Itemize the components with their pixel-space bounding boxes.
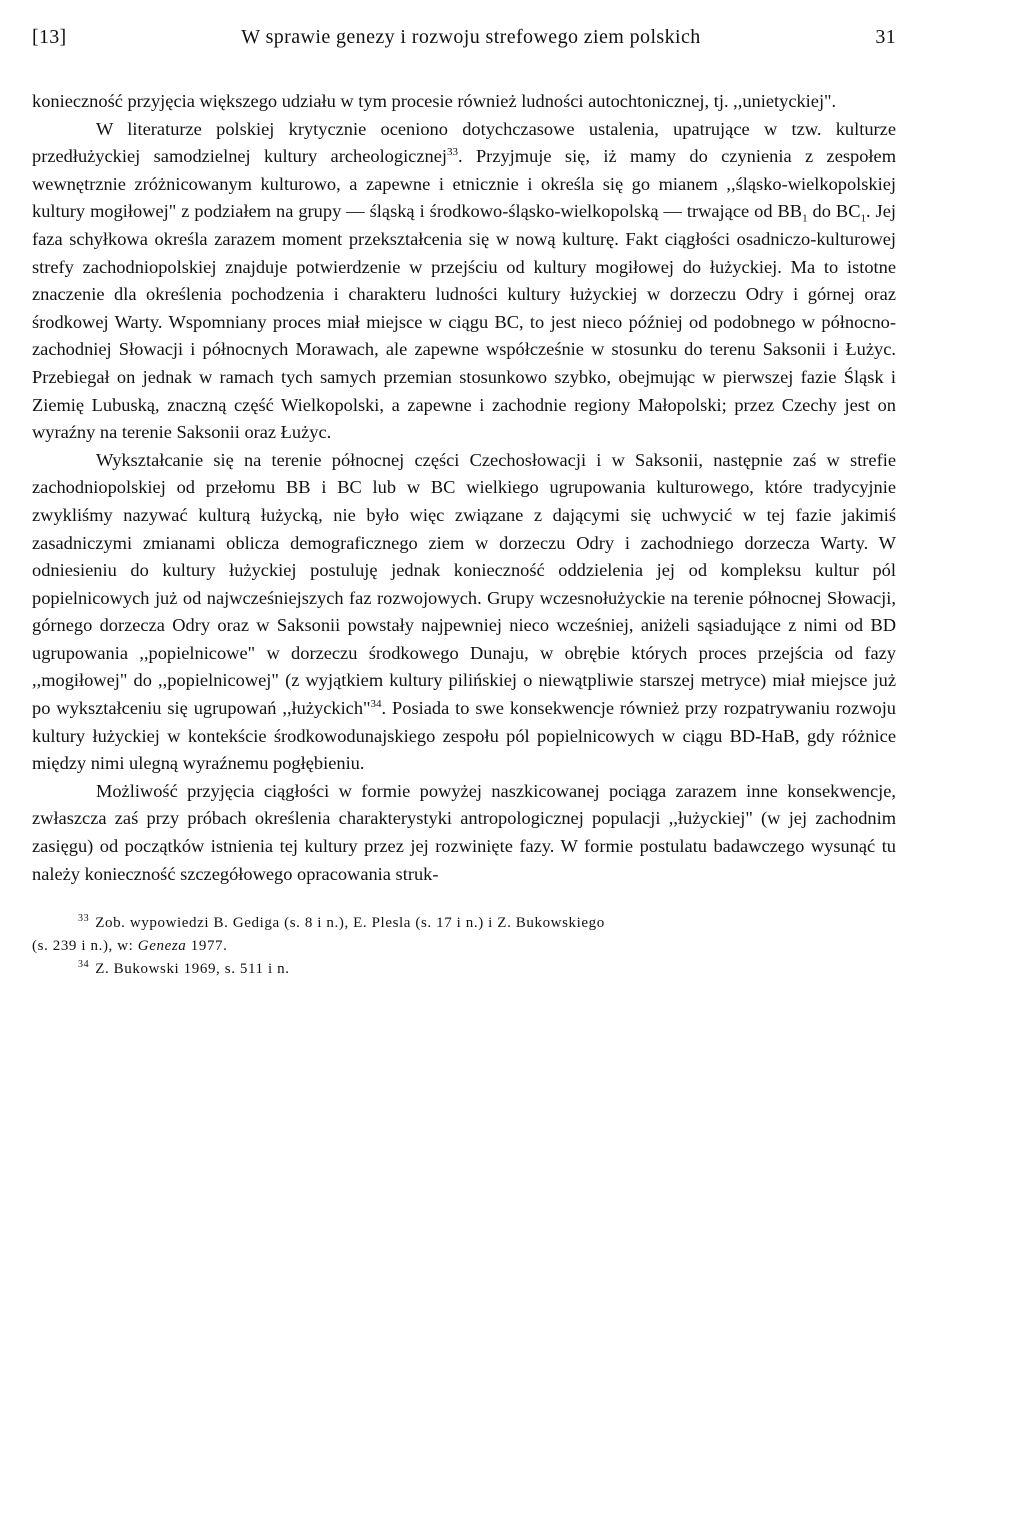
subscript: 1 xyxy=(802,213,808,226)
footnote-ref-33[interactable]: 33 xyxy=(446,146,458,159)
footnote-33-continued: (s. 239 i n.), w: Geneza 1977. xyxy=(32,938,228,955)
footnote-33: $^{33}$ Zob. wypowiedzi B. Gediga (s. 8 i n.), E. Plesla (s. 17 i n.) i Z. Bukowskiego xyxy=(78,913,605,932)
body-text xyxy=(32,88,896,888)
page-reference: [13] xyxy=(32,26,67,48)
footnote-mark: 34 xyxy=(78,959,90,971)
paragraph: Wykształcanie się na terenie północnej części Czechosłowacji i w Saksonii, następnie zaś w strefie zachodniopolskiej od przełomu BB i BC lub w BC wielkiego ugrupowania kulturowego, które tradycyjnie zwykliśmy nazywać kulturą łużycką, nie było więc związane z dającymi się uchwycić w tej fazie jakimiś zasadniczymi zmianami oblicza demograficznego ziem w dorzeczu Odry i zachodniego dorzecza Warty. W odniesieniu do kultury łużyckiej postuluję jednak konieczność oddzielenia jej od kompleksu kultur pól popielnicowych już od najwcześniejszych faz rozwojowych. Grupy wczesnołużyckie na terenie północnej Słowacji, górnego dorzecza Odry oraz w Saksonii powstały najpewniej nieco wcześniej, aniżeli sąsiadujące z nimi od BD ugrupowania ,,popielnicowe" w dorzeczu środkowego Dunaju, w obrębie których proces przejścia od fazy ,,mogiłowej" do ,,popielnicowej" (z wyjątkiem kultury pilińskiej o niewątpliwie starszej metryce) miał miejsce już po wykształceniu się ugrupowań ,,łużyckich"$^{34}$. Posiada to swe konsekwencje również przy rozpatrywaniu rozwoju kultury łużyckiej w kontekście środkowodunajskiego zespołu pól popielnicowych w ciągu BD-HaB, gdy różnice między nimi ulegną wyraźnemu pogłębieniu. xyxy=(32,449,896,774)
document-page xyxy=(32,26,896,1506)
page-number: 31 xyxy=(875,26,896,48)
paragraph: W literaturze polskiej krytycznie oceniono dotychczasowe ustalenia, upatrujące w tzw. kulturze przedłużyckiej samodzielnej kultury archeologicznej$^{33}$. Przyjmuje się, iż mamy do czynienia z zespołem wewnętrznie zróżnicowanym kulturowo, a zapewne i etnicznie i określa się go mianem ,,śląsko-wielkopolskiej kultury mogiłowej" z podziałem na grupy — śląską i środkowo-śląsko-wielkopolską — trwające od $BB_1$ do $BC_1$. Jej faza schyłkowa określa zarazem moment przekształcenia się w nową kulturę. Fakt ciągłości osadniczo-kulturowej strefy zachodniopolskiej znajduje potwierdzenie w przejściu od kultury mogiłowej do łużyckiej. Ma to istotne znaczenie dla określenia pochodzenia i charakteru ludności kultury łużyckiej w dorzeczu Odry i górnej oraz środkowej Warty. Wspomniany proces miał miejsce w ciągu BC, to jest nieco później od podobnego w północno-zachodniej Słowacji i północnych Morawach, ale zapewne współcześnie w stosunku do terenu Saksonii i Łużyc. Przebiegał on jednak w ramach tych samych przemian stosunkowo szybko, obejmując w pierwszej fazie Śląsk i Ziemię Lubuską, znaczną część Wielkopolski, a zapewne i zachodnie regiony Małopolski; przez Czechy jest on wyraźny na terenie Saksonii oraz Łużyc. xyxy=(32,118,896,443)
paragraph: Możliwość przyjęcia ciągłości w formie powyżej naszkicowanej pociąga zarazem inne konsekwencje, zwłaszcza zaś przy próbach określenia charakterystyki antropologicznej populacji ,,łużyckiej" (w jej zachodnim zasięgu) od początków istnienia tej kultury przez jej rozwinięte fazy. W formie postulatu badawczego wysunąć tu należy konieczność szczegółowego opracowania struk- xyxy=(32,780,896,884)
running-header xyxy=(32,26,896,66)
paragraph: konieczność przyjęcia większego udziału w tym procesie również ludności autochtonicznej, tj. ,,unietyckiej". xyxy=(32,91,837,111)
footnote-34: $^{34}$ Z. Bukowski 1969, s. 511 i n. xyxy=(78,959,290,978)
footnotes xyxy=(32,912,896,981)
subscript: 1 xyxy=(860,213,866,226)
footnote-mark: 33 xyxy=(78,913,90,925)
footnote-ref-34[interactable]: 34 xyxy=(370,697,382,710)
running-title: W sprawie genezy i rozwoju strefowego ziem polskich xyxy=(241,26,701,48)
